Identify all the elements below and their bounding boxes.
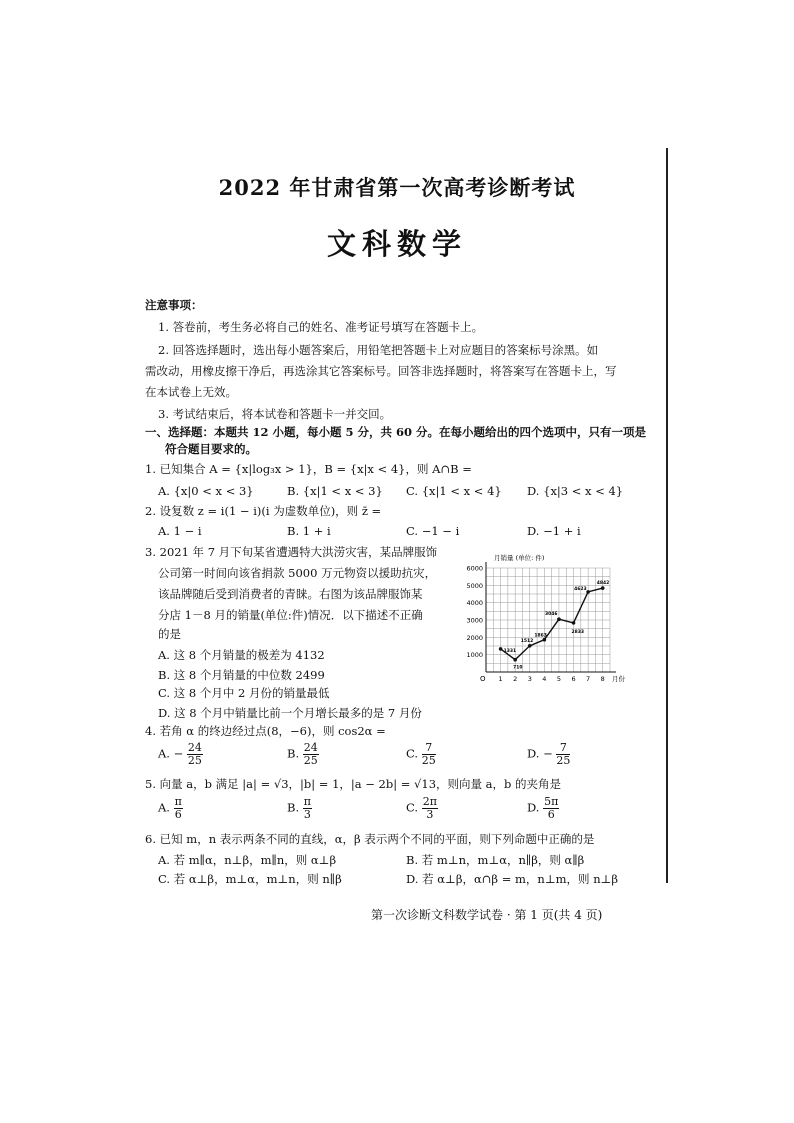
- data-label: 4842: [596, 581, 610, 587]
- section-heading: 一、选择题：本题共 12 小题，每小题 5 分，共 60 分。在每小题给出的四个选项中，只有一项是: [145, 425, 647, 439]
- option-label: D.: [527, 746, 540, 761]
- question-3-option-c: C. 这 8 个月中 2 月份的销量最低: [158, 686, 330, 700]
- option-label: C.: [406, 746, 419, 761]
- option-label: D.: [527, 800, 540, 815]
- numerator: 5π: [544, 795, 559, 808]
- exam-subject: 文科数学: [326, 227, 467, 261]
- data-label: 710: [513, 665, 523, 671]
- x-tick-label: 1: [498, 675, 503, 683]
- x-tick-label: 5: [556, 675, 562, 683]
- question-3-stem: 公司第一时间向该省捐款 5000 万元物资以援助抗灾，: [158, 566, 437, 580]
- question-1-option-c: C. {x|1 < x < 4}: [406, 484, 502, 498]
- denominator: 6: [174, 808, 182, 821]
- option-label: B.: [287, 746, 300, 761]
- fraction: [556, 742, 570, 767]
- question-1-stem: 1. 已知集合 A = {x|log₃x > 1}，B = {x|x < 4}，则 A∩B =: [145, 462, 472, 476]
- section-heading-cont: 符合题目要求的。: [165, 442, 257, 456]
- notice-item: 在本试卷上无效。: [145, 385, 237, 399]
- option-label: B.: [287, 800, 300, 815]
- question-1-option-d: D. {x|3 < x < 4}: [527, 484, 624, 498]
- data-point: [499, 647, 503, 651]
- exam-title: 2022 年甘肃省第一次高考诊断考试: [218, 175, 576, 200]
- fraction: [422, 796, 438, 821]
- question-4-option-b: [287, 742, 319, 767]
- question-4-option-d: [527, 742, 570, 767]
- numerator: 2π: [422, 795, 437, 808]
- data-point: [513, 658, 517, 662]
- fraction: [174, 796, 183, 821]
- question-3-option-d: D. 这 8 个月中销量比前一个月增长最多的是 7 月份: [158, 706, 422, 720]
- notice-item: 需改动，用橡皮擦干净后，再选涂其它答案标号。回答非选择题时，将答案写在答题卡上，写: [145, 364, 617, 378]
- denominator: 6: [547, 808, 555, 821]
- denominator: 25: [303, 754, 318, 767]
- question-1-option-b: B. {x|1 < x < 3}: [287, 484, 383, 498]
- denominator: 3: [303, 808, 311, 821]
- question-6-option-d: D. 若 α⊥β，α∩β = m，n⊥m，则 n⊥β: [406, 872, 619, 886]
- x-axis-label: 月份: [612, 675, 625, 683]
- y-tick-label: 3000: [466, 616, 483, 625]
- question-4-stem: 4. 若角 α 的终边经过点(8，−6)，则 cos2α =: [145, 724, 386, 738]
- option-label: A.: [158, 746, 170, 761]
- notice-item: 3. 考试结束后，将本试卷和答题卡一并交回。: [158, 407, 392, 421]
- fraction: [303, 742, 319, 767]
- option-label: C.: [406, 800, 419, 815]
- question-4-option-c: [406, 742, 436, 767]
- question-5-option-a: [158, 796, 183, 821]
- data-label: 1512: [520, 638, 534, 644]
- denominator: 3: [426, 808, 434, 821]
- question-5-stem: 5. 向量 a，b 满足 |a| = √3，|b| = 1，|a − 2b| = √13，则向量 a，b 的夹角是: [145, 777, 562, 791]
- question-5-option-b: [287, 796, 312, 821]
- y-tick-label: 6000: [466, 564, 483, 573]
- question-3-option-a: A. 这 8 个月销量的极差为 4132: [158, 648, 325, 662]
- data-label: 4623: [574, 586, 587, 592]
- data-point: [601, 586, 605, 590]
- data-label: 2833: [571, 629, 585, 635]
- question-2-option-a: A. 1 − i: [158, 524, 202, 538]
- data-point: [586, 590, 590, 594]
- question-3-option-b: B. 这 8 个月销量的中位数 2499: [158, 668, 325, 682]
- origin-label: O: [480, 675, 486, 683]
- numerator: π: [174, 795, 182, 808]
- numerator: 7: [422, 742, 436, 755]
- numerator: 24: [303, 741, 318, 754]
- question-6-option-a: A. 若 m∥α，n⊥β，m∥n，则 α⊥β: [158, 853, 337, 867]
- x-tick-label: 7: [586, 675, 591, 683]
- question-5-option-c: [406, 796, 438, 821]
- denominator: 25: [187, 754, 202, 767]
- data-label: 3046: [544, 612, 558, 618]
- question-2-option-b: B. 1 + i: [287, 524, 331, 538]
- option-sign: −: [543, 746, 553, 761]
- question-3-stem: 3. 2021 年 7 月下旬某省遭遇特大洪涝灾害，某品牌服饰: [145, 545, 438, 559]
- question-3-stem: 该品牌随后受到消费者的青睐。右图为该品牌服饰某: [158, 587, 423, 601]
- option-sign: −: [173, 746, 184, 761]
- x-tick-label: 3: [527, 675, 532, 683]
- question-3-stem: 分店 1－8 月的销量(单位:件)情况．以下描述不正确: [158, 608, 423, 622]
- data-label: 1863: [534, 633, 547, 639]
- question-5-option-d: [527, 796, 559, 821]
- question-2-stem: 2. 设复数 z = i(1 − i)(i 为虚数单位)，则 z̄ =: [145, 504, 382, 518]
- page-footer: 第一次诊断文科数学试卷 · 第 1 页(共 4 页): [371, 908, 603, 922]
- question-3-stem: 的是: [158, 627, 181, 641]
- fraction: [422, 742, 436, 767]
- y-tick-label: 4000: [466, 599, 483, 608]
- y-tick-label: 1000: [466, 651, 483, 660]
- numerator: 7: [556, 742, 570, 755]
- question-2-option-c: C. −1 − i: [406, 524, 460, 538]
- question-6-option-c: C. 若 α⊥β，m⊥α，m⊥n，则 n∥β: [158, 872, 342, 886]
- sales-line-chart: [460, 554, 625, 692]
- denominator: 25: [556, 754, 571, 767]
- numerator: 24: [187, 741, 202, 754]
- data-point: [528, 644, 532, 648]
- question-6-option-b: B. 若 m⊥n，m⊥α，n∥β，则 α∥β: [406, 853, 585, 867]
- y-tick-label: 2000: [466, 633, 483, 642]
- y-tick-label: 5000: [466, 581, 483, 590]
- question-6-stem: 6. 已知 m，n 表示两条不同的直线，α，β 表示两个不同的平面，则下列命题中正确的是: [145, 832, 595, 846]
- question-1-option-a: A. {x|0 < x < 3}: [158, 484, 254, 498]
- x-tick-label: 6: [571, 675, 576, 683]
- data-point: [572, 621, 576, 625]
- fraction: [543, 796, 559, 821]
- data-label: 1331: [503, 648, 517, 654]
- question-4-option-a: [158, 742, 203, 767]
- notice-item: 1. 答卷前，考生务必将自己的姓名、准考证号填写在答题卡上。: [158, 320, 484, 334]
- option-label: A.: [158, 800, 170, 815]
- x-tick-label: 4: [542, 675, 547, 683]
- numerator: π: [303, 795, 311, 808]
- question-2-option-d: D. −1 + i: [527, 524, 581, 538]
- fraction: [303, 796, 312, 821]
- data-point: [557, 617, 561, 621]
- x-tick-label: 2: [513, 675, 518, 683]
- chart-title: 月销量 (单位: 件): [494, 554, 545, 562]
- notice-item: 2. 回答选择题时，选出每小题答案后，用铅笔把答题卡上对应题目的答案标号涂黑。如: [158, 343, 599, 357]
- x-tick-label: 8: [600, 675, 605, 683]
- fraction: [187, 742, 203, 767]
- notice-heading: 注意事项：: [145, 298, 203, 312]
- denominator: 25: [421, 754, 436, 767]
